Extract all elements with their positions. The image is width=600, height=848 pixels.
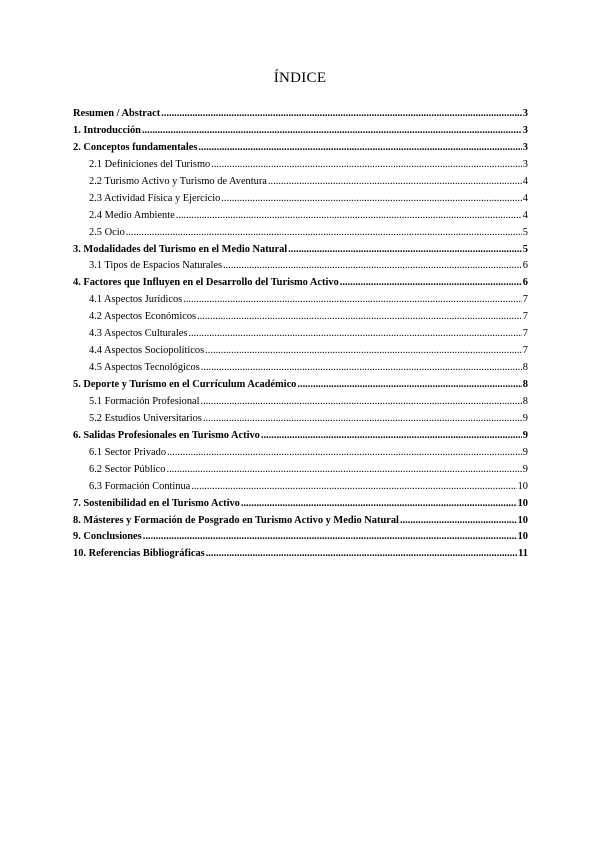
- toc-subsection-entry[interactable]: [73, 481, 528, 498]
- toc-dot-leader: [176, 210, 522, 221]
- toc-entry-label: 7. Sostenibilidad en el Turismo Activo: [73, 497, 240, 509]
- toc-dot-leader: [211, 159, 522, 170]
- toc-subsection-entry[interactable]: [73, 345, 528, 362]
- toc-entry-label: 6.3 Formación Continua: [89, 480, 191, 492]
- toc-page-number: 9: [522, 412, 528, 424]
- toc-page-number: 10: [517, 531, 528, 543]
- toc-page-number: 6: [522, 277, 528, 289]
- toc-section-entry[interactable]: [73, 108, 528, 125]
- toc-section-entry[interactable]: [73, 125, 528, 142]
- toc-subsection-entry[interactable]: [73, 210, 528, 227]
- toc-dot-leader: [297, 379, 521, 390]
- toc-dot-leader: [268, 176, 522, 187]
- toc-page-number: 4: [522, 192, 528, 204]
- toc-subsection-entry[interactable]: [73, 294, 528, 311]
- toc-dot-leader: [142, 125, 522, 136]
- toc-dot-leader: [126, 227, 522, 238]
- toc-entry-label: 6. Salidas Profesionales en Turismo Activo: [73, 429, 260, 441]
- toc-page-number: 9: [522, 446, 528, 458]
- toc-dot-leader: [191, 481, 516, 492]
- toc-subsection-entry[interactable]: [73, 227, 528, 244]
- toc-entry-label: 5. Deporte y Turismo en el Currículum Académico: [73, 379, 297, 390]
- toc-subsection-entry[interactable]: [73, 159, 528, 176]
- toc-dot-leader: [221, 193, 522, 204]
- toc-page-number: 3: [522, 158, 528, 170]
- toc-entry-label: 1. Introducción: [73, 124, 141, 136]
- toc-dot-leader: [188, 328, 521, 339]
- toc-page-number: 8: [522, 362, 528, 374]
- toc-entry-label: 2.3 Actividad Física y Ejercicio: [89, 192, 221, 204]
- toc-dot-leader: [241, 498, 517, 509]
- toc-entry-label: Resumen / Abstract: [73, 108, 161, 119]
- toc-page-number: 7: [522, 345, 528, 357]
- toc-entry-label: 4. Factores que Influyen en el Desarrollo del Turismo Activo: [73, 277, 339, 289]
- toc-entry-label: 2.5 Ocio: [89, 226, 125, 238]
- toc-entry-label: 2.1 Definiciones del Turismo: [89, 158, 211, 170]
- toc-entry-label: 10. Referencias Bibliográficas: [73, 548, 205, 560]
- toc-subsection-entry[interactable]: [73, 464, 528, 481]
- toc-page-number: 7: [522, 328, 528, 340]
- toc-page-number: 9: [522, 429, 528, 441]
- toc-page-number: 5: [522, 243, 528, 255]
- toc-dot-leader: [206, 548, 517, 559]
- toc-section-entry[interactable]: [73, 498, 528, 515]
- toc-dot-leader: [167, 447, 522, 458]
- toc-dot-leader: [340, 277, 522, 288]
- toc-page-number: 8: [522, 395, 528, 407]
- toc-entry-label: 4.2 Aspectos Económicos: [89, 311, 197, 323]
- toc-entry-label: 5.1 Formación Profesional: [89, 395, 200, 407]
- toc-section-entry[interactable]: [73, 515, 528, 532]
- toc-section-entry[interactable]: [73, 430, 528, 447]
- toc-dot-leader: [261, 430, 522, 441]
- toc-subsection-entry[interactable]: [73, 413, 528, 430]
- toc-subsection-entry[interactable]: [73, 193, 528, 210]
- toc-page-number: 4: [522, 209, 528, 221]
- toc-page-number: 7: [522, 311, 528, 323]
- toc-dot-leader: [161, 108, 522, 119]
- toc-page-number: 3: [522, 108, 528, 119]
- toc-dot-leader: [205, 345, 522, 356]
- toc-dot-leader: [223, 260, 522, 271]
- page-title: ÍNDICE: [273, 70, 327, 86]
- toc-subsection-entry[interactable]: [73, 362, 528, 379]
- toc-page-number: 7: [522, 294, 528, 306]
- toc-entry-label: 4.5 Aspectos Tecnológicos: [89, 362, 200, 374]
- toc-page-number: 10: [517, 480, 528, 492]
- toc-page-number: 3: [522, 141, 528, 153]
- toc-section-entry[interactable]: [73, 531, 528, 548]
- toc-entry-label: 2. Conceptos fundamentales: [73, 141, 198, 153]
- toc-page-number: 5: [522, 226, 528, 238]
- toc-subsection-entry[interactable]: [73, 447, 528, 464]
- toc-dot-leader: [203, 413, 522, 424]
- toc-page-number: 3: [522, 124, 528, 136]
- toc-entry-label: 4.4 Aspectos Sociopolíticos: [89, 345, 205, 357]
- toc-subsection-entry[interactable]: [73, 260, 528, 277]
- toc-section-entry[interactable]: [73, 379, 528, 396]
- toc-subsection-entry[interactable]: [73, 328, 528, 345]
- toc-dot-leader: [400, 515, 517, 526]
- toc-entry-label: 3. Modalidades del Turismo en el Medio Natural: [73, 243, 288, 255]
- toc-entry-label: 3.1 Tipos de Espacios Naturales: [89, 260, 223, 272]
- toc-page-number: 9: [522, 463, 528, 475]
- toc-entry-label: 2.4 Medio Ambiente: [89, 209, 175, 221]
- toc-entry-label: 6.1 Sector Privado: [89, 446, 167, 458]
- toc-dot-leader: [143, 531, 517, 542]
- toc-entry-label: 8. Másteres y Formación de Posgrado en Turismo Activo y Medio Natural: [73, 514, 399, 526]
- toc-page-number: 8: [522, 379, 528, 390]
- toc-section-entry[interactable]: [73, 244, 528, 261]
- toc-page-number: 11: [518, 548, 528, 560]
- toc-dot-leader: [197, 311, 522, 322]
- toc-subsection-entry[interactable]: [73, 311, 528, 328]
- toc-dot-leader: [288, 244, 522, 255]
- toc-section-entry[interactable]: [73, 548, 528, 565]
- toc-entry-label: 2.2 Turismo Activo y Turismo de Aventura: [89, 175, 267, 187]
- toc-subsection-entry[interactable]: [73, 396, 528, 413]
- toc-dot-leader: [166, 464, 521, 475]
- table-of-contents: [73, 108, 528, 565]
- toc-page-number: 10: [517, 497, 528, 509]
- toc-dot-leader: [198, 142, 521, 153]
- toc-dot-leader: [183, 294, 522, 305]
- toc-entry-label: 4.1 Aspectos Jurídicos: [89, 294, 183, 306]
- toc-dot-leader: [201, 362, 522, 373]
- toc-subsection-entry[interactable]: [73, 176, 528, 193]
- toc-entry-label: 9. Conclusiones: [73, 531, 142, 543]
- toc-entry-label: 5.2 Estudios Universitarios: [89, 412, 202, 424]
- toc-section-entry[interactable]: [73, 277, 528, 294]
- toc-page-number: 10: [517, 514, 528, 526]
- toc-page-number: 6: [522, 260, 528, 272]
- toc-page-number: 4: [522, 175, 528, 187]
- toc-entry-label: 6.2 Sector Público: [89, 463, 166, 475]
- toc-section-entry[interactable]: [73, 142, 528, 159]
- toc-dot-leader: [201, 396, 522, 407]
- toc-entry-label: 4.3 Aspectos Culturales: [89, 328, 188, 340]
